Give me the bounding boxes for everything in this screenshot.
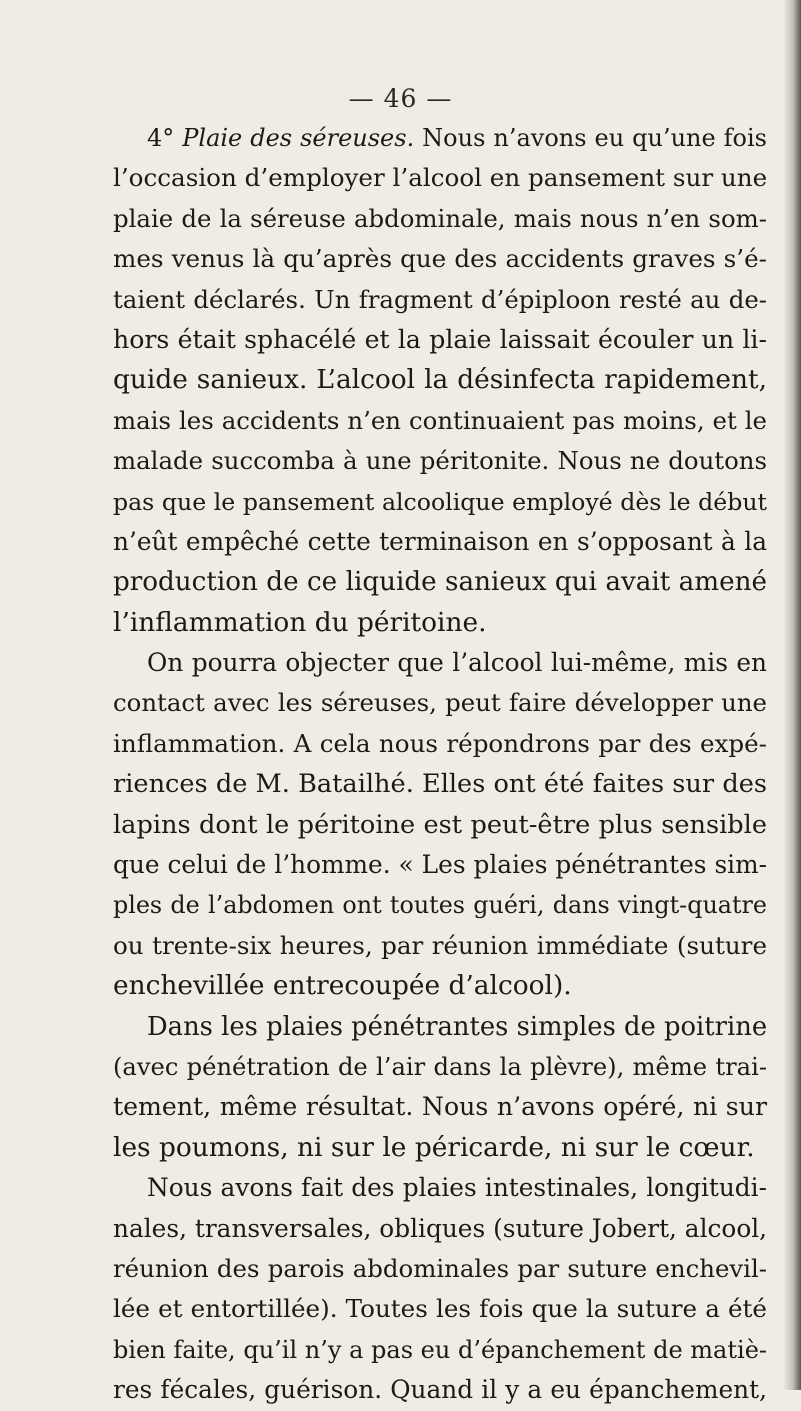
paragraph-1 — [113, 118, 767, 643]
text-line: tement, même résultat. Nous n’avons opéré, ni sur — [113, 1092, 767, 1122]
line-text: Nous n’avons eu qu’une fois — [414, 124, 767, 152]
text-line: lée et entortillée). Toutes les fois que la suture a été — [113, 1294, 767, 1324]
text-line: enchevillée entrecoupée d’alcool). — [113, 970, 572, 1002]
text-line: mes venus là qu’après que des accidents graves s’é- — [113, 244, 767, 274]
text-line: On pourra objecter que l’alcool lui-même, mis en — [147, 648, 767, 678]
text-line: plaie de la séreuse abdominale, mais nous n’en som- — [113, 203, 767, 233]
section-heading: Plaie des séreuses. — [182, 124, 415, 152]
text-line: que celui de l’homme. « Les plaies pénétrantes sim- — [113, 850, 767, 880]
text-line: hors était sphacélé et la plaie laissait écouler un li- — [113, 324, 767, 354]
text-line: Nous avons fait des plaies intestinales, longitudi- — [147, 1173, 767, 1203]
body-text — [113, 118, 767, 1411]
text-line — [113, 118, 767, 158]
paragraph-3 — [113, 1007, 767, 1169]
text-line: quide sanieux. L’alcool la désinfecta rapidement, — [113, 364, 767, 396]
text-line: res fécales, guérison. Quand il y a eu épanchement, — [113, 1375, 767, 1405]
text-line: taient déclarés. Un fragment d’épiploon resté au de- — [113, 284, 767, 314]
text-line: réunion des parois abdominales par suture enchevil- — [113, 1253, 767, 1283]
text-line: bien faite, qu’il n’y a pas eu d’épanchement de matiè- — [113, 1335, 767, 1364]
text-line: ou trente-six heures, par réunion immédiate (suture — [113, 930, 767, 960]
text-line: l’inflammation du péritoine. — [113, 606, 487, 638]
text-line: lapins dont le péritoine est peut-être plus sensible — [113, 809, 767, 840]
text-line: nales, transversales, obliques (suture Jobert, alcool, — [113, 1213, 768, 1243]
page-gutter-shadow — [783, 0, 801, 1390]
text-line: inflammation. A cela nous répondrons par des expé- — [113, 728, 767, 758]
text-line: pas que le pansement alcoolique employé dès le début — [113, 487, 767, 516]
text-line: production de ce liquide sanieux qui avait amené — [113, 567, 767, 598]
text-line: (avec pénétration de l’air dans la plèvre), même trai- — [113, 1052, 767, 1081]
text-line: malade succomba à une péritonite. Nous ne doutons — [113, 446, 767, 476]
paragraph-2 — [113, 643, 767, 1007]
text-line: contact avec les séreuses, peut faire développer une — [113, 688, 767, 718]
page-number: — 46 — — [348, 84, 453, 113]
text-line: mais les accidents n’en continuaient pas moins, et le — [113, 405, 767, 435]
text-line: l’occasion d’employer l’alcool en pansement sur une — [113, 163, 768, 193]
text-line: riences de M. Batailhé. Elles ont été faites sur des — [113, 769, 767, 800]
text-line: les poumons, ni sur le péricarde, ni sur le cœur. — [113, 1131, 755, 1163]
text-line: n’eût empêché cette terminaison en s’opposant à la — [113, 526, 767, 556]
paragraph-4 — [113, 1168, 767, 1410]
text-line: ples de l’abdomen ont toutes guéri, dans vingt-quatre — [113, 891, 767, 920]
text-line: Dans les plaies pénétrantes simples de poitrine — [147, 1011, 768, 1042]
section-number: 4° — [147, 124, 183, 152]
